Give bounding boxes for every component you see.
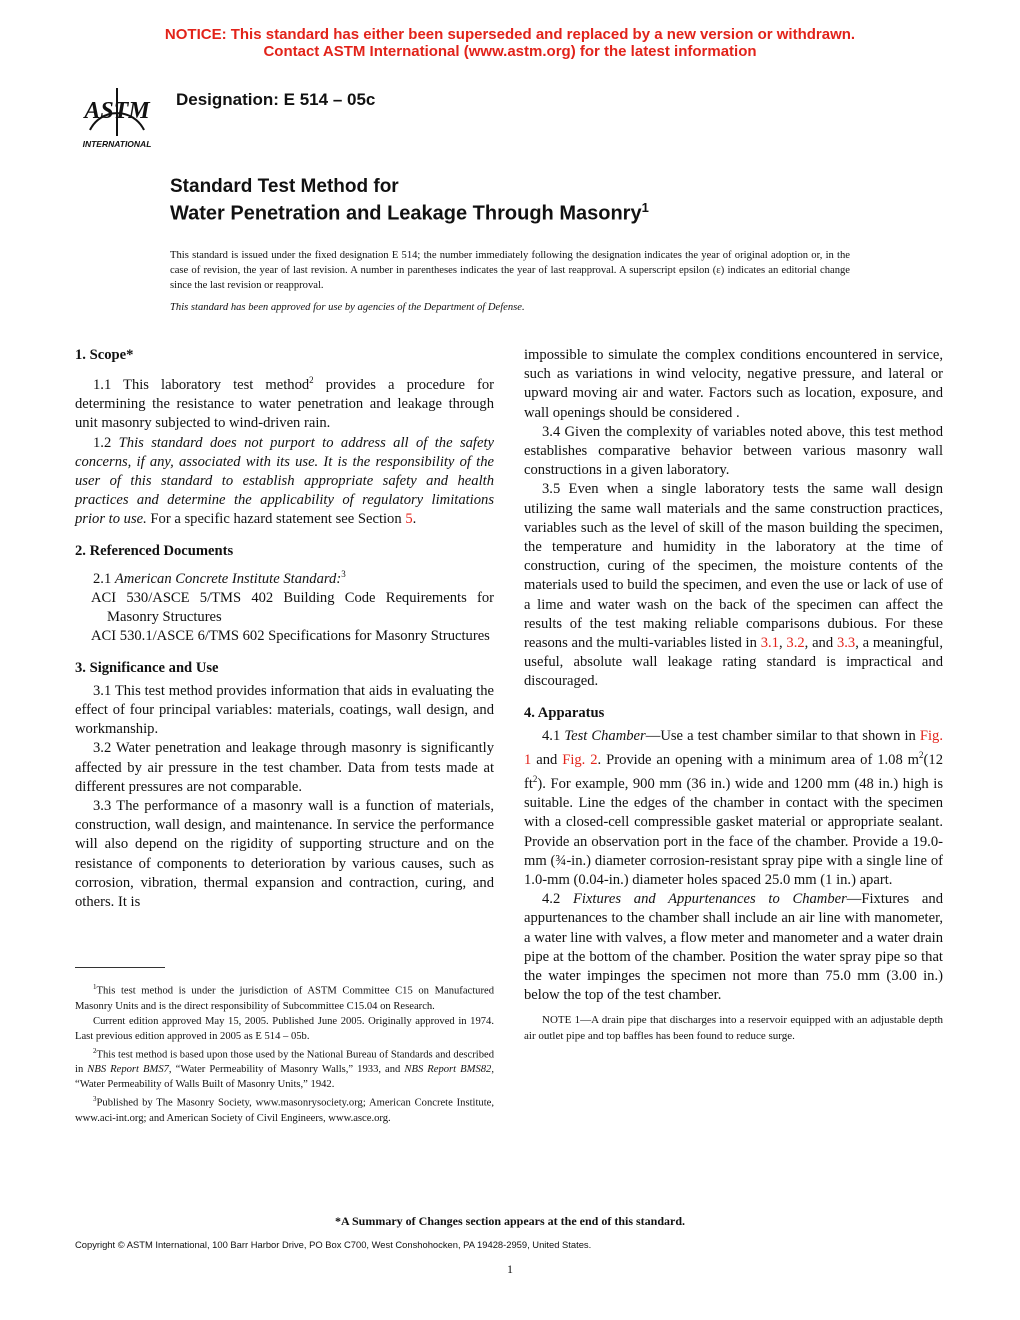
designation: Designation: E 514 – 05c — [176, 90, 376, 109]
section-1-heading: 1. Scope* — [75, 347, 134, 363]
section-4-heading: 4. Apparatus — [524, 704, 605, 721]
link-3-3[interactable]: 3.3 — [836, 635, 856, 652]
left-column — [75, 346, 494, 912]
para-3-3: 3.3 The performance of a masonry wall is a function of materials, construction, wall design, and maintenance. In service the performance will also depend on the rigidity of supporting structure and on the resistance of components to deterioration by various causes, such as corrosion, vibration, thermal expansion and contraction, curing, and others. It is — [75, 797, 494, 910]
para-3-2: 3.2 Water penetration and leakage through masonry is significantly affected by air pressure in the test chamber. Data from tests made at different pressures are not comparable. — [75, 740, 494, 795]
note-1: NOTE 1—A drain pipe that discharges into a reservoir equipped with an adjustable depth air outlet pipe and top baffles has been found to reduce surge. — [524, 1014, 943, 1042]
footnotes — [75, 980, 494, 1126]
para-3-1: 3.1 This test method provides information that aids in evaluating the effect of four principal variables: materials, coatings, wall design, and workmanship. — [75, 682, 494, 738]
footnote-3: $^3$Published by The Masonry Society, www.masonrysociety.org; American Concrete Institute, www.aci-int.org; and American Society of Civil Engineers, www.asce.org. — [75, 1095, 494, 1124]
astm-logo — [72, 78, 162, 150]
copyright: Copyright © ASTM International, 100 Barr Harbor Drive, PO Box C700, West Conshohocken, PA 19428-2959, United States. — [75, 1239, 592, 1250]
para-4-1: 4.1 Test Chamber—Use a test chamber similar to that shown in Fig. 1 and Fig. 2. Provide an opening with a minimum area of 1.08 $m^2(12$ $ft^2$). For example, 900 mm (36 in.) wide and 1200 mm (48 in.) high is suitable. Line the edges of the chamber in contact with the specimen with a closed-cell compressible gasket material or appropriate sealant. Provide an observation port in the face of the chamber. Provide a 19.0-mm (¾-in.) diameter corrosion-resistant spray pipe with a single line of 1.0-mm (0.04-in.) diameter holes spaced 25.0 mm (1 in.) apart. — [524, 727, 943, 888]
notice-line-1: NOTICE: This standard has either been superseded and replaced by a new version or withdrawn. — [164, 26, 856, 43]
logo-letters: ASTM — [84, 98, 150, 124]
link-fig-1[interactable]: Fig. 1 — [524, 727, 943, 768]
summary-of-changes-note: *A Summary of Changes section appears at the end of this standard. — [334, 1214, 686, 1228]
notice-line-2: Contact ASTM International (www.astm.org) for the latest information — [263, 43, 757, 60]
title-line-2: Water Penetration and Leakage Through Masonry$^1$ — [170, 200, 649, 225]
logo-caption: INTERNATIONAL — [82, 139, 152, 149]
reference-aci-530: ACI 530/ASCE 5/TMS 402 Building Code Requirements for Masonry Structures — [91, 589, 494, 626]
para-4-2: 4.2 Fixtures and Appurtenances to Chamber—Fixtures and appurtenances to the chamber shall include an air line with manometer, a water line with valves, a flow meter and manometer and a water drain pipe at the bottom of the chamber. Position the water spray pipe so that the water impinges the specimen not more than 75.0 mm (3.00 in.) below the top of the test chamber. — [524, 891, 944, 1004]
reference-aci-530-1: ACI 530.1/ASCE 6/TMS 602 Specifications for Masonry Structures — [91, 628, 490, 645]
right-column — [524, 346, 943, 1044]
link-3-1[interactable]: 3.1 — [760, 635, 779, 652]
footnote-2: $^2$This test method is based upon those used by the National Bureau of Standards and described in NBS Report BMS7, “Water Permeability of Masonry Walls,” 1933, and NBS Report BMS82, “Water Permeability of Walls Built of Masonry Units,” 1942. — [75, 1046, 494, 1091]
link-fig-2[interactable]: Fig. 2 — [562, 751, 598, 768]
dod-approval-note: This standard has been approved for use by agencies of the Department of Defense. — [170, 302, 525, 313]
link-section-5[interactable]: 5 — [405, 511, 413, 528]
para-3-4: 3.4 Given the complexity of variables noted above, this test method establishes comparative behavior between various masonry wall constructions in a given laboratory. — [524, 423, 943, 479]
title-line-1: Standard Test Method for — [170, 176, 399, 197]
footnote-divider — [75, 967, 165, 968]
para-1-1: 1.1 This laboratory test method$^2$ provides a procedure for determining the resistance to water penetration and leakage through unit masonry subjected to wind-driven rain. — [75, 375, 494, 432]
para-3-5: 3.5 Even when a single laboratory tests the same wall design utilizing the same wall materials and the same construction practices, variables such as the level of skill of the mason building the specimen, the temperature and humidity in the laboratory at the time of construction, curing of the specimen, the moisture contents of the materials used to build the specimen, and even the use or lack of use of a lime and water wash on the back of the specimen can affect the results of the test making reliable comparisons dubious. For these reasons and the multi-variables listed in 3.1, 3.2, and 3.3, a meaningful, useful, absolute wall leakage rating standard is impractical and discouraged. — [524, 481, 943, 690]
para-1-2: 1.2 This standard does not purport to address all of the safety concerns, if any, associated with its use. It is the responsibility of the user of this standard to establish appropriate safety and health practices and determine the applicability of regulatory limitations prior to use. For a specific hazard statement see Section 5. — [75, 434, 494, 528]
section-2-heading: 2. Referenced Documents — [75, 542, 234, 559]
notice-banner — [0, 26, 1020, 60]
section-3-heading: 3. Significance and Use — [75, 659, 219, 676]
page-number: 1 — [507, 1262, 513, 1276]
link-3-2[interactable]: 3.2 — [786, 635, 805, 652]
footnote-1: $^1$This test method is under the jurisdiction of ASTM Committee C15 on Manufactured Masonry Units and is the direct responsibility of Subcommittee C15.04 on Research. — [75, 983, 494, 1012]
para-2-1: 2.1 American Concrete Institute Standard:$^3$ — [93, 568, 346, 587]
preamble: This standard is issued under the fixed designation E 514; the number immediately following the designation indicates the year of original adoption or, in the case of revision, the year of last revision. A number in parentheses indicates the year of last reapproval. A superscript epsilon (ε) indicates an editorial change since the last revision or reapproval. — [170, 250, 850, 291]
footnote-1-edition: Current edition approved May 15, 2005. Published June 2005. Originally approved in 1974. Last previous edition approved in 2005 as E 514 – 05b. — [75, 1015, 494, 1042]
para-3-3-continued: impossible to simulate the complex conditions encountered in service, such as variations in wind velocity, negative pressure, and lateral or upward moving air and water. Factors such as location, exposure, and wall openings should be considered . — [524, 347, 943, 421]
